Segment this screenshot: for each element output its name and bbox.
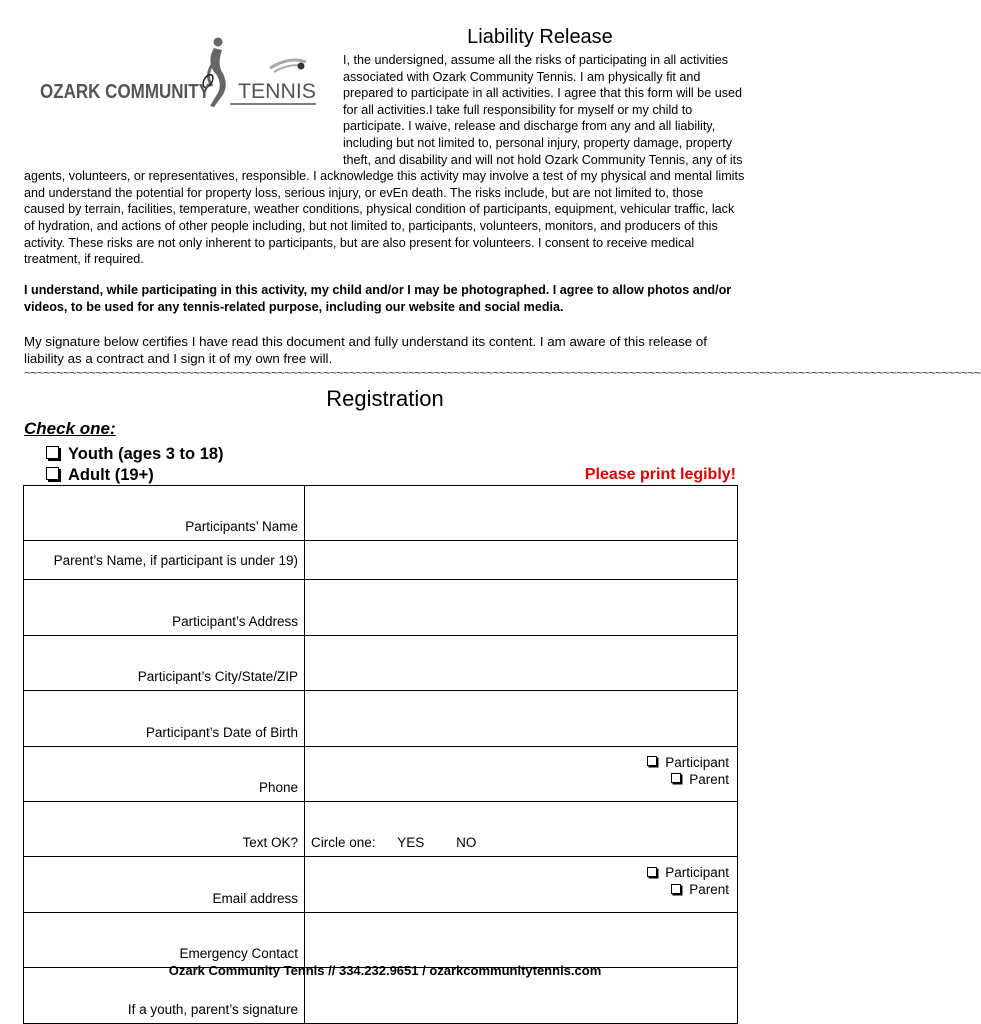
no-option[interactable]: NO	[456, 835, 477, 851]
yes-option[interactable]: YES	[397, 835, 425, 851]
phone-owner-choices	[647, 754, 729, 788]
phone-participant-option[interactable]	[647, 754, 729, 771]
phone-label: Phone	[24, 746, 305, 801]
participant-name-field[interactable]	[305, 486, 738, 541]
emergency-contact-field[interactable]	[305, 912, 738, 967]
date-of-birth-label: Participant’s Date of Birth	[24, 691, 305, 746]
text-ok-field	[305, 801, 738, 856]
city-state-zip-label: Participant’s City/State/ZIP	[24, 635, 305, 690]
city-state-zip-field[interactable]	[305, 635, 738, 690]
liability-release-paragraph: I, the undersigned, assume all the risks of participating in all activities associated with Ozark Community Tennis. I am physically fit and prepared to participate in all activities. I agree that this form will be used for all activities.I take full responsibility for myself or my child to participate. I waive, release and discharge from any and all liability, including but not limited to, personal injury, property damage, property theft, and disability and will not hold Ozark Community Tennis, any of its agents, volunteers, or representatives, responsible. I acknowledge this activity may involve a test of my physical and mental limits and understand the potential for property loss, serious injury, or evEn death. The risks include, but are not limited to, those caused by terrain, facilities, temperature, weather conditions, physical condition of participants, equipment, vehicular traffic, lack of hydration, and actions of other people including, but not limited to, participants, volunteers, monitors, and producers of this activity. These risks are not only inherent to participants, but are also present for volunteers. I consent to receive medical treatment, if required.	[24, 53, 745, 267]
signature-statement: My signature below certifies I have read this document and fully understand its content. I am aware of this release of liability as a contract and I sign it of my own free will.	[24, 334, 707, 366]
phone-parent-checkbox[interactable]	[671, 773, 681, 783]
liability-text-block	[24, 52, 746, 268]
parent-name-label: Parent’s Name, if participant is under 19)	[24, 541, 305, 580]
parent-name-field[interactable]	[305, 541, 738, 580]
email-parent-option[interactable]	[647, 881, 729, 898]
parent-signature-label: If a youth, parent’s signature	[24, 968, 305, 1023]
youth-label: Youth (ages 3 to 18)	[68, 445, 224, 463]
address-field[interactable]	[305, 580, 738, 635]
youth-checkbox[interactable]	[46, 446, 59, 459]
footer-contact: Ozark Community Tennis // 334.232.9651 / ozarkcommunitytennis.com	[168, 963, 602, 978]
check-one-label: Check one:	[24, 419, 116, 438]
email-participant-option[interactable]	[647, 864, 729, 881]
emergency-contact-label: Emergency Contact	[24, 912, 305, 967]
table-row	[24, 691, 738, 746]
email-participant-label: Participant	[665, 865, 729, 881]
phone-parent-option[interactable]	[647, 771, 729, 788]
logo-word-tennis: TENNIS	[238, 80, 316, 103]
registration-title: Registration	[326, 386, 444, 411]
table-row	[24, 857, 738, 912]
phone-participant-label: Participant	[665, 754, 729, 770]
table-row	[24, 912, 738, 967]
date-of-birth-field[interactable]	[305, 691, 738, 746]
participant-name-label: Participants’ Name	[24, 486, 305, 541]
email-parent-label: Parent	[689, 882, 729, 898]
option-youth[interactable]	[46, 444, 224, 465]
option-adult[interactable]	[46, 465, 154, 486]
registration-form-table	[23, 485, 738, 1024]
photo-consent-paragraph: I understand, while participating in this activity, my child and/or I may be photographed. I agree to allow photos and/or videos, to be used for any tennis-related purpose, including our website and social media.	[24, 283, 732, 314]
separator-line: ~~~~~~~~~~~~~~~~~~~~~~~~~~~~~~~~~~~~~~~~~~~~~~~~~~~~~~~~~~~~~~~~~~~~~~~~~~~~~~~~~~~~~~~~~~~~~~~~~~~~~~~~~~~~~~~~~~~~~~~~~~~~~~~~~~~~~~~~~~~~~~~~~~~	[24, 366, 981, 380]
circle-one-label: Circle one:	[311, 835, 376, 851]
logo-word-ozark-community: OZARK COMMUNITY	[40, 80, 211, 103]
table-row	[24, 486, 738, 541]
email-participant-checkbox[interactable]	[647, 867, 657, 877]
page-title: Liability Release	[467, 26, 613, 48]
email-owner-choices	[647, 864, 729, 898]
phone-field[interactable]	[305, 746, 738, 801]
adult-checkbox[interactable]	[46, 467, 59, 480]
email-parent-checkbox[interactable]	[671, 884, 681, 894]
table-row	[24, 541, 738, 580]
phone-parent-label: Parent	[689, 771, 729, 787]
phone-participant-checkbox[interactable]	[647, 756, 657, 766]
adult-label: Adult (19+)	[68, 466, 154, 484]
address-label: Participant’s Address	[24, 580, 305, 635]
email-field[interactable]	[305, 857, 738, 912]
table-row	[24, 746, 738, 801]
table-row	[24, 635, 738, 690]
email-label: Email address	[24, 857, 305, 912]
print-legibly-note: Please print legibly!	[584, 466, 736, 483]
text-ok-label: Text OK?	[24, 801, 305, 856]
table-row	[24, 801, 738, 856]
table-row	[24, 580, 738, 635]
